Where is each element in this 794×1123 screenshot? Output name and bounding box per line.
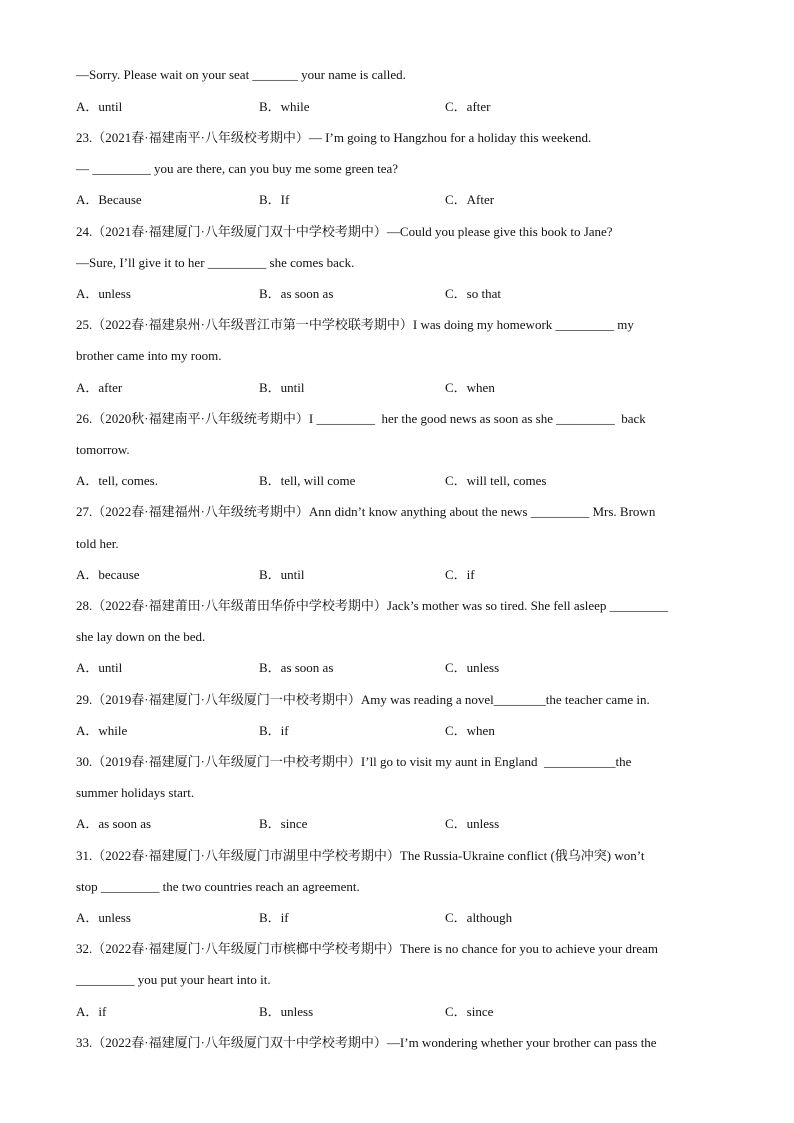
option-a: A．because	[76, 567, 140, 582]
option-b: B．If	[259, 192, 290, 207]
question-24: 24.（2021春·福建厦门·八年级厦门双十中学校考期中）—Could you please give this book to Jane?	[76, 224, 613, 239]
answer-options	[76, 472, 716, 490]
answer-options	[76, 379, 716, 397]
question-line: _________ you put your heart into it.	[76, 972, 271, 987]
question-31: 31.（2022春·福建厦门·八年级厦门市湖里中学校考期中）The Russia-Ukraine conflict (俄乌冲突) won’t	[76, 848, 645, 863]
option-c: C．although	[445, 910, 513, 925]
option-b: B．if	[259, 910, 289, 925]
answer-options	[76, 191, 716, 209]
question-line: —Sure, I’ll give it to her _________ she comes back.	[76, 255, 355, 270]
answer-options	[76, 659, 716, 677]
option-a: A．if	[76, 1004, 107, 1019]
answer-options	[76, 98, 716, 116]
option-b: B．since	[259, 816, 308, 831]
question-line: summer holidays start.	[76, 785, 195, 800]
option-c: C．so that	[445, 286, 501, 301]
question-line: she lay down on the bed.	[76, 629, 206, 644]
question-27: 27.（2022春·福建福州·八年级统考期中）Ann didn’t know anything about the news _________ Mrs. Brown	[76, 504, 656, 519]
question-28: 28.（2022春·福建莆田·八年级莆田华侨中学校考期中）Jack’s mother was so tired. She fell asleep _________	[76, 598, 669, 613]
answer-options	[76, 285, 716, 303]
option-c: C．when	[445, 723, 495, 738]
answer-options	[76, 1003, 716, 1021]
option-a: A．Because	[76, 192, 142, 207]
answer-options	[76, 566, 716, 584]
option-a: A．after	[76, 380, 123, 395]
option-b: B．while	[259, 99, 310, 114]
option-a: A．until	[76, 99, 123, 114]
question-32: 32.（2022春·福建厦门·八年级厦门市槟榔中学校考期中）There is no chance for you to achieve your dream	[76, 941, 658, 956]
option-b: B．until	[259, 380, 305, 395]
option-a: A．until	[76, 660, 123, 675]
option-b: B．if	[259, 723, 289, 738]
question-23: 23.（2021春·福建南平·八年级校考期中）— I’m going to Hangzhou for a holiday this weekend.	[76, 130, 592, 145]
question-line: tomorrow.	[76, 442, 130, 457]
option-c: C．since	[445, 1004, 494, 1019]
question-line: brother came into my room.	[76, 348, 222, 363]
option-c: C．when	[445, 380, 495, 395]
question-line: —Sorry. Please wait on your seat _______ your name is called.	[76, 67, 406, 82]
question-line: — _________ you are there, can you buy me some green tea?	[76, 161, 399, 176]
option-b: B．tell, will come	[259, 473, 356, 488]
question-25: 25.（2022春·福建泉州·八年级晋江市第一中学校联考期中）I was doing my homework _________ my	[76, 317, 634, 332]
option-a: A．unless	[76, 910, 131, 925]
option-c: C．if	[445, 567, 475, 582]
option-c: C．unless	[445, 816, 500, 831]
option-b: B．unless	[259, 1004, 314, 1019]
question-26: 26.（2020秋·福建南平·八年级统考期中）I _________ her the good news as soon as she _________ back	[76, 411, 646, 426]
option-a: A．as soon as	[76, 816, 152, 831]
question-33: 33.（2022春·福建厦门·八年级厦门双十中学校考期中）—I’m wondering whether your brother can pass the	[76, 1035, 657, 1050]
option-a: A．while	[76, 723, 128, 738]
option-c: C．will tell, comes	[445, 473, 547, 488]
option-a: A．unless	[76, 286, 131, 301]
option-b: B．as soon as	[259, 660, 334, 675]
question-29: 29.（2019春·福建厦门·八年级厦门一中校考期中）Amy was reading a novel________the teacher came in.	[76, 692, 650, 707]
option-b: B．as soon as	[259, 286, 334, 301]
question-30: 30.（2019春·福建厦门·八年级厦门一中校考期中）I’ll go to visit my aunt in England ___________the	[76, 754, 632, 769]
option-b: B．until	[259, 567, 305, 582]
answer-options	[76, 909, 716, 927]
option-c: C．after	[445, 99, 491, 114]
option-c: C．After	[445, 192, 495, 207]
option-c: C．unless	[445, 660, 500, 675]
option-a: A．tell, comes.	[76, 473, 158, 488]
answer-options	[76, 815, 716, 833]
question-line: stop _________ the two countries reach an agreement.	[76, 879, 360, 894]
answer-options	[76, 722, 716, 740]
question-line: told her.	[76, 536, 119, 551]
